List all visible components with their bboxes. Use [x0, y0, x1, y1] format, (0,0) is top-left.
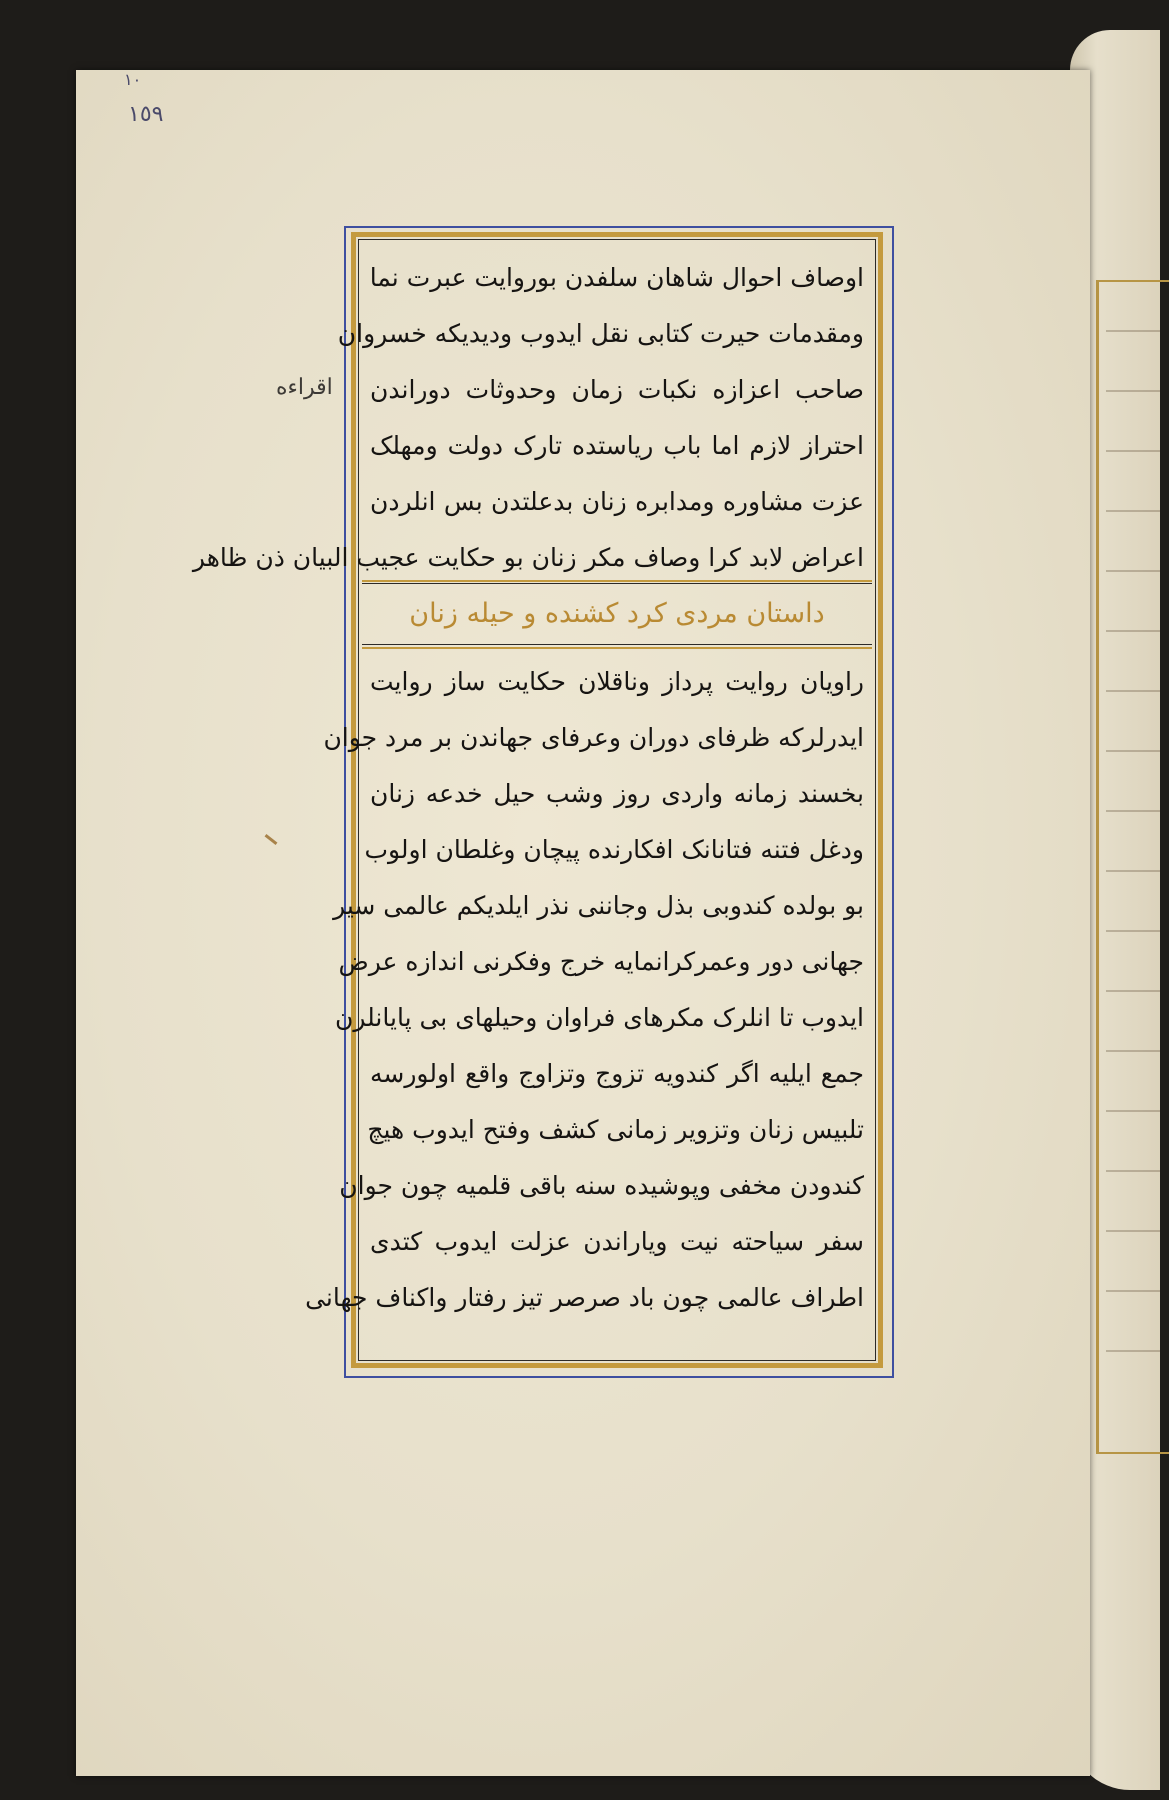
facing-page-text-trace [1106, 390, 1160, 392]
facing-page-text-trace [1106, 810, 1160, 812]
ink-mark [265, 834, 278, 845]
heading-bottom-rule-inner [362, 644, 872, 645]
facing-page-text-trace [1106, 1170, 1160, 1172]
text-line: اوصاف احوال شاهان سلفدن بوروایت عبرت نما [369, 263, 864, 292]
text-line: بخسند زمانه واردی روز وشب حیل خدعه زنان [370, 779, 864, 808]
text-line: اعراض لابد کرا وصاف مکر زنان بو حکایت عجیب البیان ذن ظاهر [192, 543, 864, 572]
text-line: ایدوب تا انلرک مکرهای فراوان وحیلهای بی پایانلرن [334, 1003, 864, 1032]
text-line: اطراف عالمی چون باد صرصر تیز رفتار واکناف جهانی [305, 1283, 864, 1312]
facing-page-text-trace [1106, 630, 1160, 632]
text-section-lower [305, 654, 872, 1326]
facing-page-text-trace [1106, 450, 1160, 452]
text-line: تلبیس زنان وتزویر زمانی کشف وفتح ایدوب هیچ [367, 1115, 864, 1144]
facing-page-text-trace [1106, 1230, 1160, 1232]
margin-note: اقرا‌ءه [276, 375, 333, 400]
facing-page-text-trace [1106, 1050, 1160, 1052]
heading-bottom-rule [362, 647, 872, 649]
text-line: ایدرلرکه ظرفای دوران وعرفای جهاندن بر مرد جوان [323, 723, 864, 752]
facing-page-text-trace [1106, 690, 1160, 692]
facing-page-text-trace [1106, 330, 1160, 332]
section-heading: داستان مردی کرد کشنده و حیله زنان [409, 598, 825, 629]
text-line: جهانی دور وعمرکرانمایه خرج وفکرنی اندازه عرض [338, 947, 864, 976]
text-line: احتراز لازم اما باب ریاستده تارک دولت ومهلک [370, 431, 864, 460]
facing-page-text-trace [1106, 870, 1160, 872]
folio-mark: ١٠ [124, 70, 142, 89]
facing-page-text-trace [1106, 510, 1160, 512]
text-line: بو بولده کندوبی بذل وجاننی نذر ایلدیکم عالمی سیر [333, 891, 864, 920]
facing-page-text-trace [1106, 1290, 1160, 1292]
text-line: جمع ایلیه اگر کندویه تزوج وتزاوج واقع اولورسه [370, 1059, 864, 1088]
facing-page-text-trace [1106, 930, 1160, 932]
facing-page-text-trace [1106, 570, 1160, 572]
facing-page-text-trace [1106, 1110, 1160, 1112]
text-line: ودغل فتنه فتانانک افکارنده پیچان وغلطان اولوب [364, 835, 864, 864]
facing-page-frame [1096, 280, 1169, 1454]
text-line: عزت مشاوره ومدابره زنان بدعلتدن بس انلردن [370, 487, 864, 516]
text-line: کندودن مخفی وپوشیده سنه باقی قلمیه چون جوان [339, 1171, 864, 1200]
text-line: سفر سیاحته نیت ویاراندن عزلت ایدوب کتدی [370, 1227, 864, 1256]
facing-page-text-trace [1106, 750, 1160, 752]
heading-top-rule-inner [362, 583, 872, 584]
facing-page-text-trace [1106, 990, 1160, 992]
folio-number: ١٥٩ [128, 102, 164, 127]
facing-page-text-trace [1106, 1350, 1160, 1352]
text-line: راویان روایت پرداز وناقلان حکایت ساز روایت [370, 667, 864, 696]
text-line: صاحب اعزازه نکبات زمان وحدوثات دوراندن [370, 375, 864, 404]
heading-top-rule [362, 580, 872, 582]
text-line: ومقدمات حیرت کتابی نقل ایدوب ودیدیکه خسروان [337, 319, 864, 348]
